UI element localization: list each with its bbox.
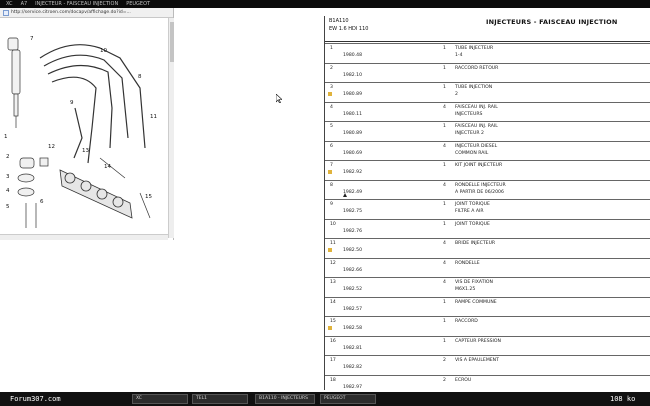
callout-11: 11 — [150, 114, 157, 120]
row-quantity: 1 — [443, 163, 446, 168]
row-description: BRIDE INJECTEUR — [455, 241, 496, 246]
callout-10: 10 — [100, 48, 107, 54]
taskbar-button[interactable]: PEUGEOT — [320, 394, 376, 404]
row-detail: FILTRE A AIR — [455, 209, 484, 214]
row-part-number: 1982.97 — [343, 384, 362, 390]
row-quantity: 4 — [443, 241, 446, 246]
row-part-number: 1982.57 — [343, 306, 362, 312]
row-quantity: 4 — [443, 280, 446, 285]
row-description: RACCORD — [455, 319, 478, 324]
row-detail: M6X1.25 — [455, 287, 476, 292]
callout-4: 4 — [6, 188, 10, 194]
row-ref: 2 — [330, 65, 333, 71]
row-part-number: 1982.52 — [343, 287, 362, 292]
table-row — [325, 82, 650, 102]
row-detail: COMMON RAIL — [455, 150, 489, 156]
table-row — [325, 355, 650, 375]
row-quantity: 1 — [443, 202, 446, 207]
row-description: CAPTEUR PRESSION — [455, 338, 501, 344]
row-description: JOINT TORIQUE — [455, 221, 490, 227]
download-size: 108 ko — [610, 395, 636, 403]
row-quantity: 4 — [443, 182, 446, 188]
callout-15: 15 — [145, 194, 152, 200]
row-detail: INJECTEURS — [455, 111, 483, 117]
document-code: B1A110 — [329, 18, 349, 24]
horizontal-scrollbar[interactable] — [0, 234, 168, 240]
row-quantity: 1 — [443, 46, 446, 51]
scrollbar-thumb[interactable] — [170, 22, 174, 62]
table-row — [325, 258, 650, 278]
row-ref: 16 — [330, 338, 336, 344]
row-part-number: 1982.50 — [343, 248, 362, 253]
callout-14: 14 — [104, 164, 111, 170]
table-row — [325, 141, 650, 161]
callout-1: 1 — [4, 134, 8, 140]
fuel-pipes — [40, 45, 145, 163]
row-part-number: 1982.81 — [343, 345, 362, 351]
row-quantity: 4 — [443, 104, 446, 110]
mouse-cursor-icon — [276, 94, 282, 103]
diagram-window — [0, 8, 174, 240]
row-part-number: 1982.76 — [343, 228, 362, 234]
row-part-number: 1982.66 — [343, 267, 362, 273]
site-watermark: Forum307.com — [10, 395, 61, 403]
callout-8: 8 — [138, 74, 142, 80]
page-icon — [3, 10, 9, 16]
row-description: VIS A EPAULEMENT — [455, 358, 499, 363]
row-quantity: 4 — [443, 143, 446, 149]
callout-2: 2 — [6, 154, 10, 160]
row-description: TUBE INJECTION — [455, 85, 493, 90]
row-ref: 17 — [330, 358, 336, 363]
row-part-number: 1980.48 — [343, 53, 362, 58]
row-part-number: 1980.89 — [343, 92, 362, 97]
taskbar-button[interactable]: XC — [132, 394, 188, 404]
row-description: FAISCEAU INJ. RAIL — [455, 104, 498, 110]
document-model: EW 1.6 HDI 110 — [329, 26, 369, 32]
exploded-parts-diagram — [0, 18, 168, 234]
row-part-number: 1982.49 — [343, 189, 362, 195]
highlight-marker — [328, 248, 332, 252]
row-ref: 9 — [330, 202, 333, 207]
row-part-number: 1982.92 — [343, 170, 362, 175]
common-rail — [60, 170, 132, 218]
highlight-marker — [328, 170, 332, 174]
callout-5: 5 — [6, 204, 10, 210]
taskbar — [0, 392, 650, 406]
injector-drawing — [8, 38, 20, 128]
highlight-marker — [328, 92, 332, 96]
table-row — [325, 336, 650, 356]
row-quantity: 2 — [443, 377, 446, 383]
row-ref: 4 — [330, 104, 333, 110]
row-quantity: 1 — [443, 299, 446, 305]
row-detail: 1-4 — [455, 53, 463, 58]
title-item: XC — [6, 1, 13, 7]
row-ref: 12 — [330, 260, 336, 266]
callout-6: 6 — [40, 199, 44, 205]
row-description: RACCORD RETOUR — [455, 65, 499, 71]
row-ref: 1 — [330, 46, 333, 51]
document-title: INJECTEURS - FAISCEAU INJECTION — [486, 18, 618, 26]
row-description: JOINT TORIQUE — [455, 202, 490, 207]
row-ref: 3 — [330, 85, 333, 90]
row-detail: INJECTEUR 2 — [455, 131, 484, 136]
row-part-number: 1980.89 — [343, 131, 362, 136]
table-row — [325, 199, 650, 219]
document-header — [325, 16, 650, 42]
row-quantity: 1 — [443, 85, 446, 90]
warning-icon — [343, 193, 347, 197]
row-ref: 5 — [330, 124, 333, 129]
table-row — [325, 219, 650, 239]
row-quantity: 1 — [443, 319, 446, 324]
row-detail: 2 — [455, 92, 458, 97]
row-part-number: 1980.11 — [343, 111, 362, 117]
row-description: RONDELLE — [455, 260, 480, 266]
row-ref: 15 — [330, 319, 336, 324]
table-row — [325, 63, 650, 83]
address-text: http://service.citroen.com/docapv/affichage.do?id=... — [11, 9, 131, 15]
row-quantity: 2 — [443, 358, 446, 363]
row-part-number: 1982.75 — [343, 209, 362, 214]
table-row — [325, 180, 650, 200]
callout-7: 7 — [30, 36, 34, 42]
row-quantity: 4 — [443, 260, 446, 266]
title-item: A7 — [20, 1, 28, 7]
row-description: VIS DE FIXATION — [455, 280, 493, 285]
row-ref: 10 — [330, 221, 336, 227]
row-ref: 6 — [330, 143, 333, 149]
row-description: ECROU — [455, 377, 472, 383]
table-row — [325, 43, 650, 63]
parts-list-document — [324, 16, 650, 390]
window-title-bar — [0, 0, 650, 8]
taskbar-button[interactable]: TEL1 — [192, 394, 248, 404]
row-description: KIT JOINT INJECTEUR — [455, 163, 503, 168]
taskbar-button[interactable]: B1A110 - INJECTEURS — [255, 394, 315, 404]
row-part-number: 1982.82 — [343, 365, 362, 370]
row-description: RAMPE COMMUNE — [455, 299, 497, 305]
vertical-scrollbar[interactable] — [168, 18, 174, 238]
title-item: PEUGEOT — [126, 1, 151, 7]
row-ref: 7 — [330, 163, 333, 168]
row-part-number: 1982.58 — [343, 326, 362, 331]
table-row — [325, 102, 650, 122]
row-quantity: 1 — [443, 221, 446, 227]
row-description: INJECTEUR DIESEL — [455, 143, 498, 149]
address-bar[interactable] — [0, 8, 173, 18]
row-quantity: 1 — [443, 65, 446, 71]
row-quantity: 1 — [443, 338, 446, 344]
row-description: FAISCEAU INJ. RAIL — [455, 124, 498, 129]
row-part-number: 1982.10 — [343, 72, 362, 78]
callout-3: 3 — [6, 174, 10, 180]
callout-13: 13 — [82, 148, 89, 154]
table-row — [325, 160, 650, 180]
highlight-marker — [328, 326, 332, 330]
row-ref: 14 — [330, 299, 336, 305]
row-ref: 11 — [330, 241, 336, 246]
row-ref: 18 — [330, 377, 336, 383]
row-ref: 13 — [330, 280, 336, 285]
title-item: INJECTEUR - FAISCEAU INJECTION — [35, 1, 119, 7]
callout-9: 9 — [70, 100, 74, 106]
row-description: RONDELLE INJECTEUR — [455, 182, 506, 188]
row-quantity: 1 — [443, 124, 446, 129]
row-part-number: 1980.69 — [343, 150, 362, 156]
table-row — [325, 316, 650, 336]
row-description: TUBE INJECTEUR — [455, 46, 494, 51]
table-row — [325, 277, 650, 297]
row-ref: 8 — [330, 182, 333, 188]
table-row — [325, 121, 650, 141]
table-row — [325, 297, 650, 317]
callout-12: 12 — [48, 144, 55, 150]
table-row — [325, 238, 650, 258]
row-detail: A PARTIR DE 06/2006 — [455, 189, 504, 195]
